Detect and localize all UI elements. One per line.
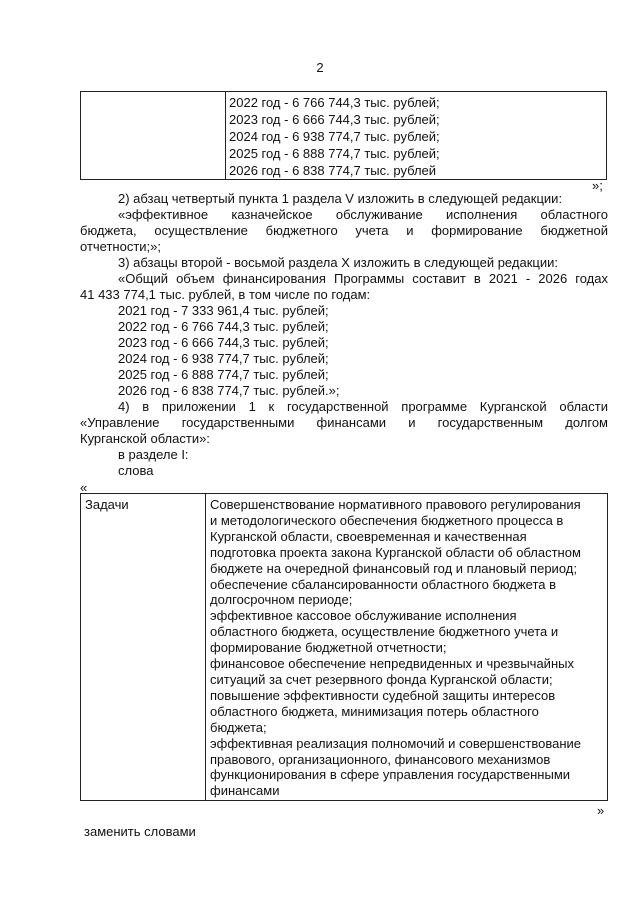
- task-line: правового, организационного, финансового механизмов: [210, 751, 551, 767]
- task-line: бюджета;: [210, 719, 267, 735]
- item4-line1: 4) в приложении 1 к государственной программе Курганской области: [118, 399, 608, 414]
- tasks-table: [80, 493, 608, 801]
- year-row: 2026 год - 6 838 774,7 тыс. рублей: [229, 163, 437, 178]
- year-row: 2024 год - 6 938 774,7 тыс. рублей;: [229, 129, 440, 144]
- task-line: функционирования в сфере управления государственными: [210, 767, 571, 783]
- task-line: Совершенствование нормативного правового регулирования: [210, 497, 581, 512]
- item2-line2: бюджета, осуществление бюджетного учета и формирование бюджетной: [80, 223, 608, 238]
- task-line: финансовое обеспечение непредвиденных и чрезвычайных: [210, 656, 574, 672]
- task-line: повышение эффективности судебной защиты интересов: [210, 687, 556, 703]
- task-line: областного бюджета, минимизация потерь областного: [210, 703, 539, 719]
- item2-line3: отчетности;»;: [80, 239, 162, 254]
- task-line: ситуаций за счет резервного фонда Курганской области;: [210, 671, 553, 687]
- close-quote: »: [597, 803, 605, 818]
- item2-line1: «эффективное казначейское обслуживание исполнения областного: [118, 207, 608, 222]
- task-line: долгосрочном периоде;: [210, 592, 353, 608]
- year-row: 2023 год - 6 666 744,3 тыс. рублей;: [118, 335, 329, 350]
- item4-line2: «Управление государственными финансами и государственным долгом: [80, 415, 608, 430]
- item3-line2: 41 433 774,1 тыс. рублей, в том числе по годам:: [80, 287, 371, 302]
- empty-cell: [81, 92, 226, 180]
- close-quote: »;: [592, 178, 603, 193]
- year-row: 2023 год - 6 666 744,3 тыс. рублей;: [229, 112, 440, 127]
- section-label: в разделе I:: [118, 447, 189, 462]
- tasks-label-cell: Задачи: [81, 494, 206, 801]
- page-number: 2: [316, 60, 324, 75]
- task-line: подготовка проекта закона Курганской области об областном: [210, 544, 581, 560]
- tasks-text-cell: [206, 494, 608, 801]
- task-line: бюджете на очередной финансовый год и плановый период;: [210, 560, 577, 576]
- year-row: 2022 год - 6 766 744,3 тыс. рублей;: [118, 319, 329, 334]
- task-line: обеспечение сбалансированности областного бюджета в: [210, 576, 556, 592]
- year-row: 2024 год - 6 938 774,7 тыс. рублей;: [118, 351, 329, 366]
- task-line: формирование бюджетной отчетности;: [210, 640, 447, 656]
- year-row: 2026 год - 6 838 774,7 тыс. рублей.»;: [118, 383, 340, 398]
- open-quote: «: [80, 480, 88, 495]
- years-cell: [226, 92, 607, 180]
- task-line: областного бюджета, осуществление бюджетного учета и: [210, 624, 559, 640]
- item2-heading: 2) абзац четвертый пункта 1 раздела V изложить в следующей редакции:: [118, 191, 563, 206]
- replace-text: заменить словами: [84, 824, 196, 839]
- task-line: эффективное кассовое обслуживание исполнения: [210, 608, 517, 624]
- year-row: 2025 год - 6 888 774,7 тыс. рублей;: [118, 367, 329, 382]
- year-row: 2025 год - 6 888 774,7 тыс. рублей;: [229, 146, 440, 161]
- task-line: Курганской области, своевременная и качественная: [210, 528, 527, 544]
- task-line: эффективная реализация полномочий и совершенствование: [210, 735, 582, 751]
- item3-line1: «Общий объем финансирования Программы составит в 2021 - 2026 годах: [118, 271, 608, 286]
- item3-heading: 3) абзацы второй - восьмой раздела X изложить в следующей редакции:: [118, 255, 558, 270]
- words-label: слова: [118, 463, 154, 478]
- item4-line3: Курганской области»:: [80, 431, 210, 446]
- year-row: 2021 год - 7 333 961,4 тыс. рублей;: [118, 303, 329, 318]
- task-line: финансами: [210, 783, 280, 799]
- year-row: 2022 год - 6 766 744,3 тыс. рублей;: [229, 95, 440, 110]
- funding-table-top: [80, 91, 607, 180]
- task-line: и методологического обеспечения бюджетного процесса в: [210, 512, 564, 528]
